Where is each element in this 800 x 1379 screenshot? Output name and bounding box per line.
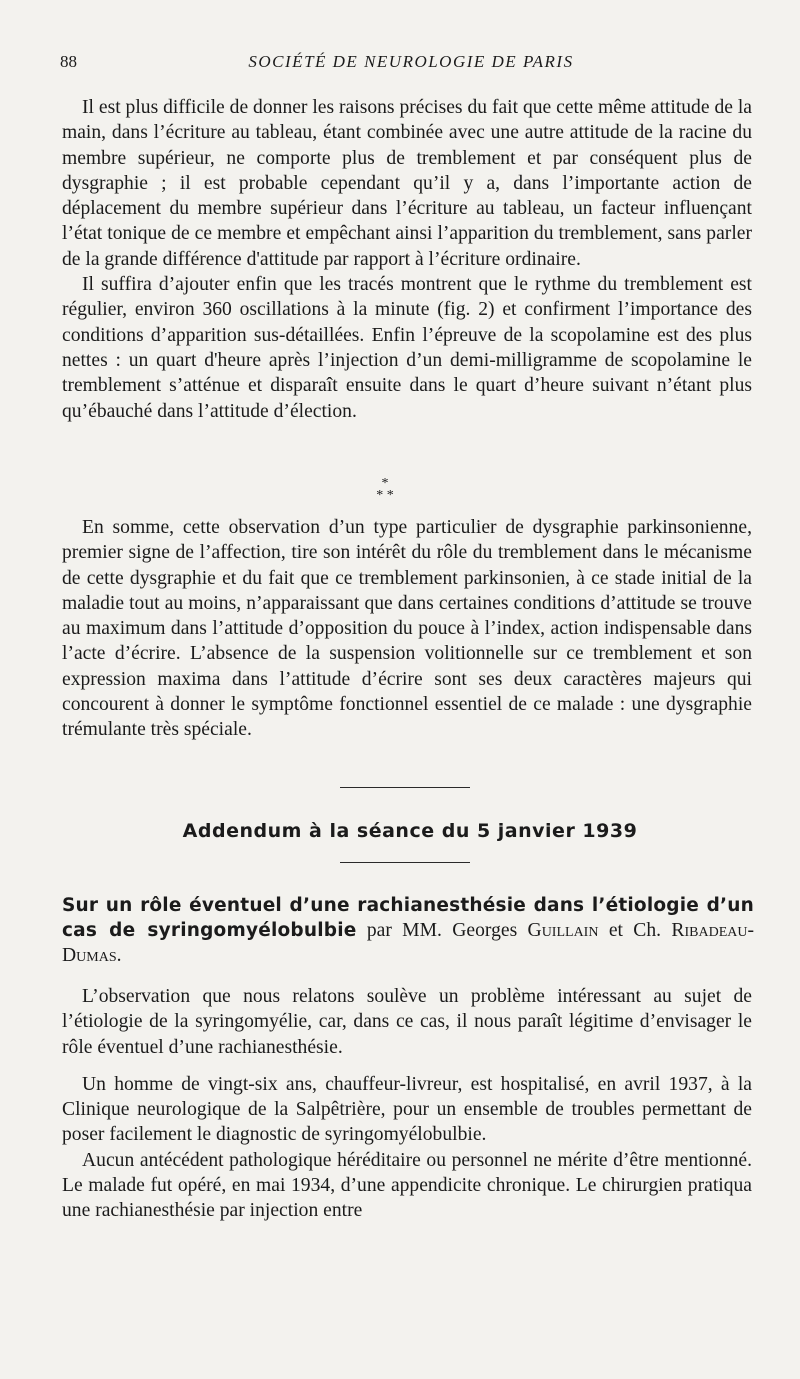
- asterism-bottom: * *: [376, 488, 394, 503]
- asterism-top: *: [381, 476, 389, 491]
- page-number: 88: [60, 52, 77, 71]
- article-title: [62, 893, 754, 968]
- running-head: [60, 52, 762, 76]
- separator-rule-top: [340, 787, 470, 788]
- article-heading: Sur un rôle éventuel d’une rachianesthésie dans l’étiologie d’un cas de syringomyélobulbie: [62, 895, 754, 941]
- paragraph: Un homme de vingt-six ans, chauffeur-livreur, est hospitalisé, en avril 1937, à la Clinique neurologique de la Salpêtrière, pour un ensemble de troubles permettant de poser facilement le diagnostic de syringomyélobulbie.: [62, 1073, 752, 1146]
- authors-join: et Ch.: [608, 920, 662, 941]
- separator-rule-bottom: [340, 862, 470, 863]
- journal-title: SOCIÉTÉ DE NEUROLOGIE DE PARIS: [248, 52, 574, 71]
- paragraph: En somme, cette observation d’un type particulier de dysgraphie parkinsonienne, premier signe de l’affection, tire son intérêt du rôle du tremblement dans le mécanisme de cette dysgraphie et du fait que ce tremblement parkinsonien, à ce stade initial de la maladie tout au moins, n’apparaissant que dans certaines conditions d’attitude se trouve au maximum dans l’attitude d’opposition du pouce à l’index, action indispensable dans l’acte d’écrire. L’absence de la suspension volitionnelle sur ce tremblement et son expression maxima dans l’attitude d’écrire sont ses deux caractères majeurs qui concourent à donner le symptôme fonctionnel essentiel de ce malade : une dysgraphie trémulante très spéciale.: [62, 517, 752, 741]
- authors-prefix: par MM. Georges: [366, 920, 518, 941]
- paragraph: Il est plus difficile de donner les raisons précises du fait que cette même attitude de la main, dans l’écriture au tableau, étant combinée avec une autre attitude de la racine du membre supérieur, ne comporte plus de tremblement et par conséquent plus de dysgraphie ; il est probable cependant qu’il y a, dans l’importante action de déplacement du membre supérieur dans l’écriture au tableau, un facteur influençant l’état tonique de ce membre et empêchant ainsi l’apparition du tremblement, sans parler de la grande différence d'attitude par rapport à l’écriture ordinaire.: [62, 97, 752, 270]
- body-text-block-1: [62, 95, 752, 424]
- section-asterism: [370, 478, 400, 508]
- paragraph: L’observation que nous relatons soulève un problème intéressant au sujet de l’étiologie de la syringomyélie, car, dans ce cas, il nous paraît légitime d’envisager le rôle éventuel d’une rachianesthésie.: [62, 986, 752, 1058]
- body-text-block-2: [62, 515, 752, 743]
- addendum-heading: Addendum à la séance du 5 janvier 1939: [182, 820, 638, 842]
- author-guillain: Guillain: [527, 920, 599, 941]
- author-ribadeau-dumas: Ribadeau-Dumas.: [62, 920, 754, 966]
- paragraph: Aucun antécédent pathologique héréditaire ou personnel ne mérite d’être mentionné. Le malade fut opéré, en mai 1934, d’une appendicite chronique. Le chirurgien pratiqua une rachianesthésie par injection entre: [62, 1149, 752, 1222]
- paragraph: Il suffira d’ajouter enfin que les tracés montrent que le rythme du tremblement est régulier, environ 360 oscillations à la minute (fig. 2) et confirment l’importance des conditions d’apparition sus-détaillées. Enfin l’épreuve de la scopolamine est des plus nettes : un quart d'heure après l’injection d’un demi-milligramme de scopolamine le tremblement s’atténue et disparaît ensuite dans le quart d’heure suivant n’étant plus qu’ébauché dans l’attitude d’élection.: [62, 274, 752, 422]
- body-text-block-3: [62, 984, 752, 1224]
